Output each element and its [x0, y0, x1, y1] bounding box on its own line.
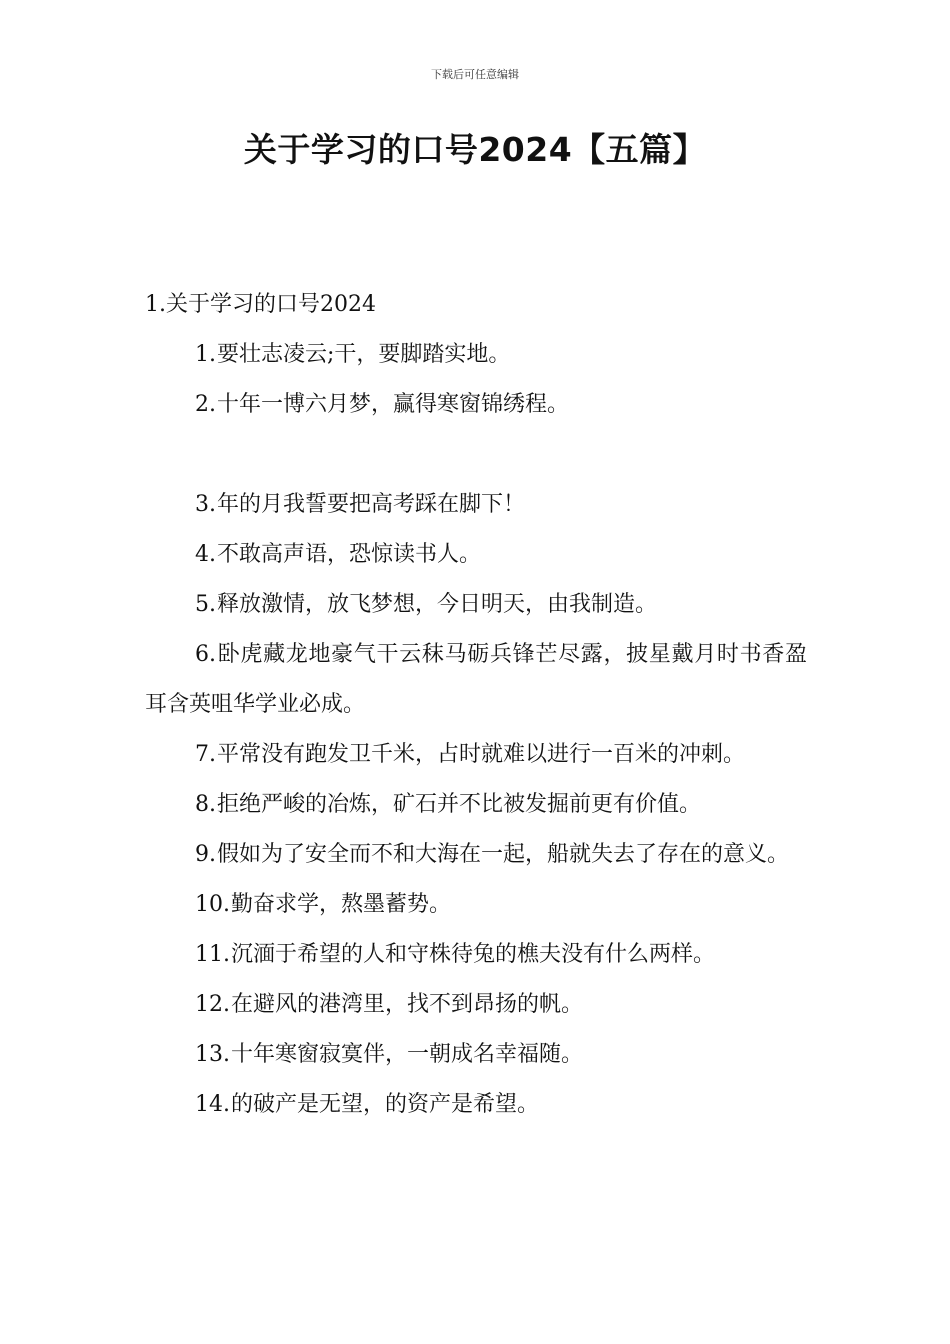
- item-text: 年的月我誓要把高考踩在脚下！: [217, 492, 526, 517]
- section-heading: 1.关于学习的口号2024: [145, 292, 376, 317]
- item-text: 要壮志凌云;干，要脚踏实地。: [217, 342, 511, 367]
- list-item: [145, 980, 807, 1030]
- list-item: [145, 880, 807, 930]
- item-text: 假如为了安全而不和大海在一起，船就失去了存在的意义。: [217, 842, 790, 867]
- header-note: 下载后可任意编辑: [431, 68, 519, 81]
- item-number: 14.: [195, 1092, 230, 1117]
- item-text: 拒绝严峻的冶炼，矿石并不比被发掘前更有价值。: [217, 792, 702, 817]
- list-item: [145, 580, 807, 630]
- item-text: 卧虎藏龙地豪气干云秣马砺兵锋芒尽露，披星戴月时书香盈耳含英咀华学业必成。: [145, 642, 807, 717]
- list-item: [145, 1030, 807, 1080]
- item-text: 在避风的港湾里，找不到昂扬的帆。: [231, 992, 584, 1017]
- item-number: 2.: [195, 392, 216, 417]
- list-item: [145, 480, 807, 530]
- item-number: 9.: [195, 842, 216, 867]
- document-title: 关于学习的口号2024【五篇】: [243, 130, 707, 169]
- list-item: [145, 830, 807, 880]
- item-text: 勤奋求学，熬墨蓄势。: [231, 892, 452, 917]
- item-text: 不敢高声语，恐惊读书人。: [217, 542, 482, 567]
- item-number: 6.: [195, 642, 216, 667]
- list-item: [145, 1080, 807, 1130]
- slogan-list: [145, 330, 807, 1130]
- list-item: [145, 730, 807, 780]
- list-item: [145, 530, 807, 580]
- item-number: 13.: [195, 1042, 230, 1067]
- item-text: 十年寒窗寂寞伴，一朝成名幸福随。: [231, 1042, 584, 1067]
- list-item: [145, 630, 807, 730]
- item-text: 沉湎于希望的人和守株待兔的樵夫没有什么两样。: [231, 942, 716, 967]
- item-number: 7.: [195, 742, 216, 767]
- document-body: [145, 280, 807, 1130]
- list-item: [145, 780, 807, 830]
- item-number: 3.: [195, 492, 216, 517]
- list-item: [145, 930, 807, 980]
- list-item: [145, 380, 807, 430]
- item-text: 十年一博六月梦，赢得寒窗锦绣程。: [217, 392, 570, 417]
- item-number: 4.: [195, 542, 216, 567]
- list-item: [145, 330, 807, 380]
- item-text: 平常没有跑发卫千米，占时就难以进行一百米的冲刺。: [217, 742, 746, 767]
- item-text: 的破产是无望，的资产是希望。: [231, 1092, 540, 1117]
- item-number: 5.: [195, 592, 216, 617]
- item-text: 释放激情，放飞梦想，今日明天，由我制造。: [217, 592, 658, 617]
- item-number: 8.: [195, 792, 216, 817]
- item-number: 12.: [195, 992, 230, 1017]
- item-number: 1.: [195, 342, 216, 367]
- item-number: 11.: [195, 942, 230, 967]
- item-number: 10.: [195, 892, 230, 917]
